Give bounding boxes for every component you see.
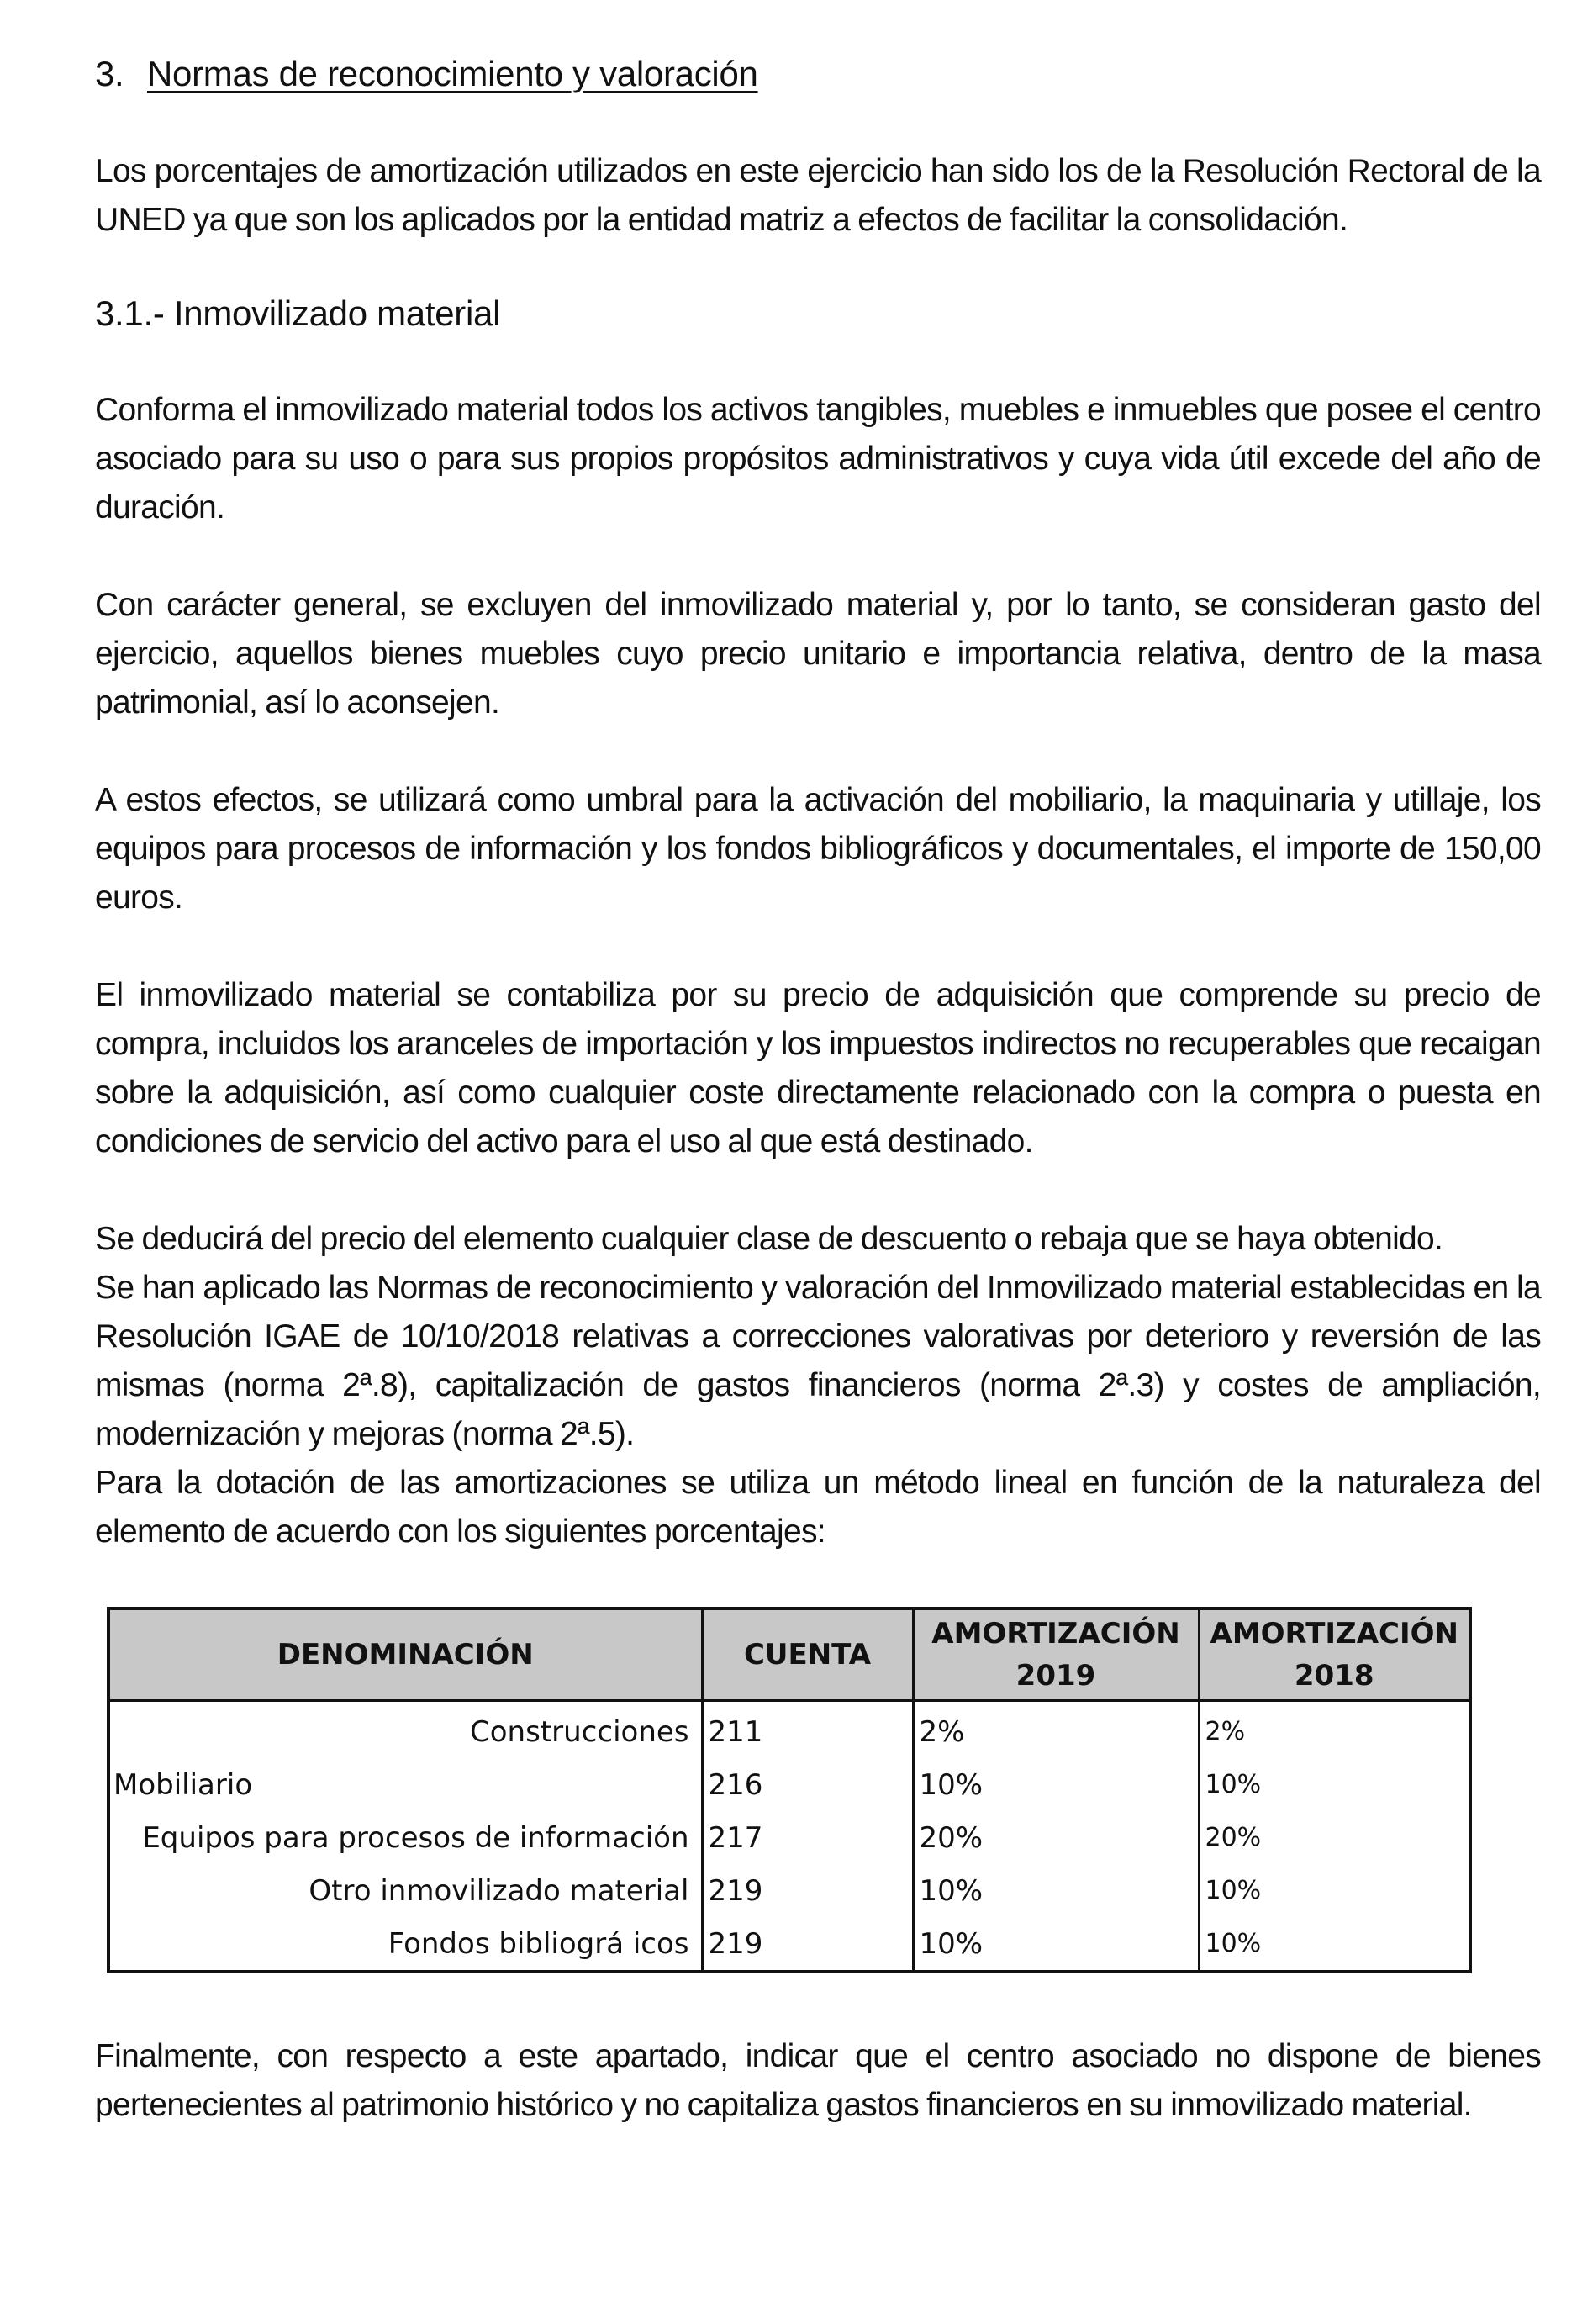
intro-paragraph: Los porcentajes de amortización utilizados en este ejercicio han sido los de la Resolución Rectoral de la UNED ya que son los aplicados por la entidad matriz a efectos de facilitar la consolidación. — [95, 152, 1541, 238]
table-header-row — [110, 1610, 1469, 1701]
paragraph-acquisition-price: El inmovilizado material se contabiliza por su precio de adquisición que comprende su precio de compra, incluidos los aranceles de importación y los impuestos indirectos no recuperables que recaigan sobre la adquisición, así como cualquier coste directamente relacionado con la compra o puesta en condiciones de servicio del activo para el uso al que está destinado. — [95, 977, 1541, 1160]
paragraph-discount: Se deducirá del precio del elemento cualquier clase de descuento o rebaja que se haya obtenido. — [95, 1221, 1443, 1258]
cell-amortizacion-2019: 2% — [913, 1701, 1199, 1759]
paragraph-depreciation-method: Para la dotación de las amortizaciones se utiliza un método lineal en función de la naturaleza del elemento de acuerdo con los siguientes porcentajes: — [95, 1465, 1541, 1550]
header-denominacion: DENOMINACIÓN — [110, 1610, 702, 1701]
cell-amortizacion-2019: 20% — [913, 1811, 1199, 1864]
depreciation-table — [107, 1607, 1472, 1973]
cell-amortizacion-2018: 10% — [1205, 1770, 1262, 1800]
header-amortizacion-2019 — [913, 1610, 1199, 1701]
cell-amortizacion-2018: 10% — [1205, 1929, 1262, 1959]
header-amortizacion-2018 — [1199, 1610, 1469, 1701]
section-number: 3. — [95, 54, 124, 93]
header-amortizacion-2019-year: 2019 — [1015, 1659, 1096, 1693]
cell-cuenta: 219 — [702, 1864, 913, 1917]
cell-cuenta: 211 — [702, 1701, 913, 1759]
subsection-title: 3.1.- Inmovilizado material — [95, 293, 501, 333]
section-title: Normas de reconocimiento y valoración — [147, 54, 758, 93]
section-heading — [95, 50, 1541, 98]
cell-amortizacion-2019: 10% — [913, 1864, 1199, 1917]
cell-denominacion: Equipos para procesos de información — [110, 1811, 702, 1864]
cell-cuenta: 219 — [702, 1917, 913, 1970]
cell-denominacion: Construcciones — [110, 1701, 702, 1759]
table-row — [110, 1701, 1469, 1759]
header-amortizacion-2019-label: AMORTIZACIÓN — [931, 1617, 1180, 1651]
table-row — [110, 1758, 1469, 1811]
paragraph-definition: Conforma el inmovilizado material todos los activos tangibles, muebles e inmuebles que posee el centro asociado para su uso o para sus propios propósitos administrativos y cuya vida útil excede del año de duración. — [95, 392, 1541, 526]
header-amortizacion-2018-label: AMORTIZACIÓN — [1210, 1617, 1458, 1651]
table-row — [110, 1917, 1469, 1970]
paragraph-threshold: A estos efectos, se utilizará como umbral para la activación del mobiliario, la maquinaria y utillaje, los equipos para procesos de información y los fondos bibliográficos y documentales, el importe de 150,00 euros. — [95, 782, 1541, 916]
header-amortizacion-2018-year: 2018 — [1294, 1659, 1374, 1693]
document-page — [95, 34, 1541, 2130]
cell-denominacion: Mobiliario — [110, 1758, 702, 1811]
cell-denominacion: Fondos bibliográ icos — [110, 1917, 702, 1970]
table-row — [110, 1864, 1469, 1917]
cell-amortizacion-2018: 20% — [1205, 1823, 1262, 1853]
cell-cuenta: 217 — [702, 1811, 913, 1864]
cell-cuenta: 216 — [702, 1758, 913, 1811]
header-cuenta: CUENTA — [702, 1610, 913, 1701]
cell-amortizacion-2018: 2% — [1205, 1717, 1246, 1747]
cell-amortizacion-2018: 10% — [1205, 1876, 1262, 1906]
table-row — [110, 1811, 1469, 1864]
closing-paragraph: Finalmente, con respecto a este apartado, indicar que el centro asociado no dispone de bienes pertenecientes al patrimonio histórico y no capitaliza gastos financieros en su inmovilizado material. — [95, 2038, 1541, 2124]
cell-denominacion: Otro inmovilizado material — [110, 1864, 702, 1917]
cell-amortizacion-2019: 10% — [913, 1758, 1199, 1811]
cell-amortizacion-2019: 10% — [913, 1917, 1199, 1970]
paragraph-norms: Se han aplicado las Normas de reconocimiento y valoración del Inmovilizado material establecidas en la Resolución IGAE de 10/10/2018 relativas a correcciones valorativas por deterioro y reversión de las mismas (norma 2ª.8), capitalización de gastos financieros (norma 2ª.3) y costes de ampliación, modernización y mejoras (norma 2ª.5). — [95, 1270, 1541, 1453]
paragraph-exclusion: Con carácter general, se excluyen del inmovilizado material y, por lo tanto, se consideran gasto del ejercicio, aquellos bienes muebles cuyo precio unitario e importancia relativa, dentro de la masa patrimonial, así lo aconsejen. — [95, 587, 1541, 721]
